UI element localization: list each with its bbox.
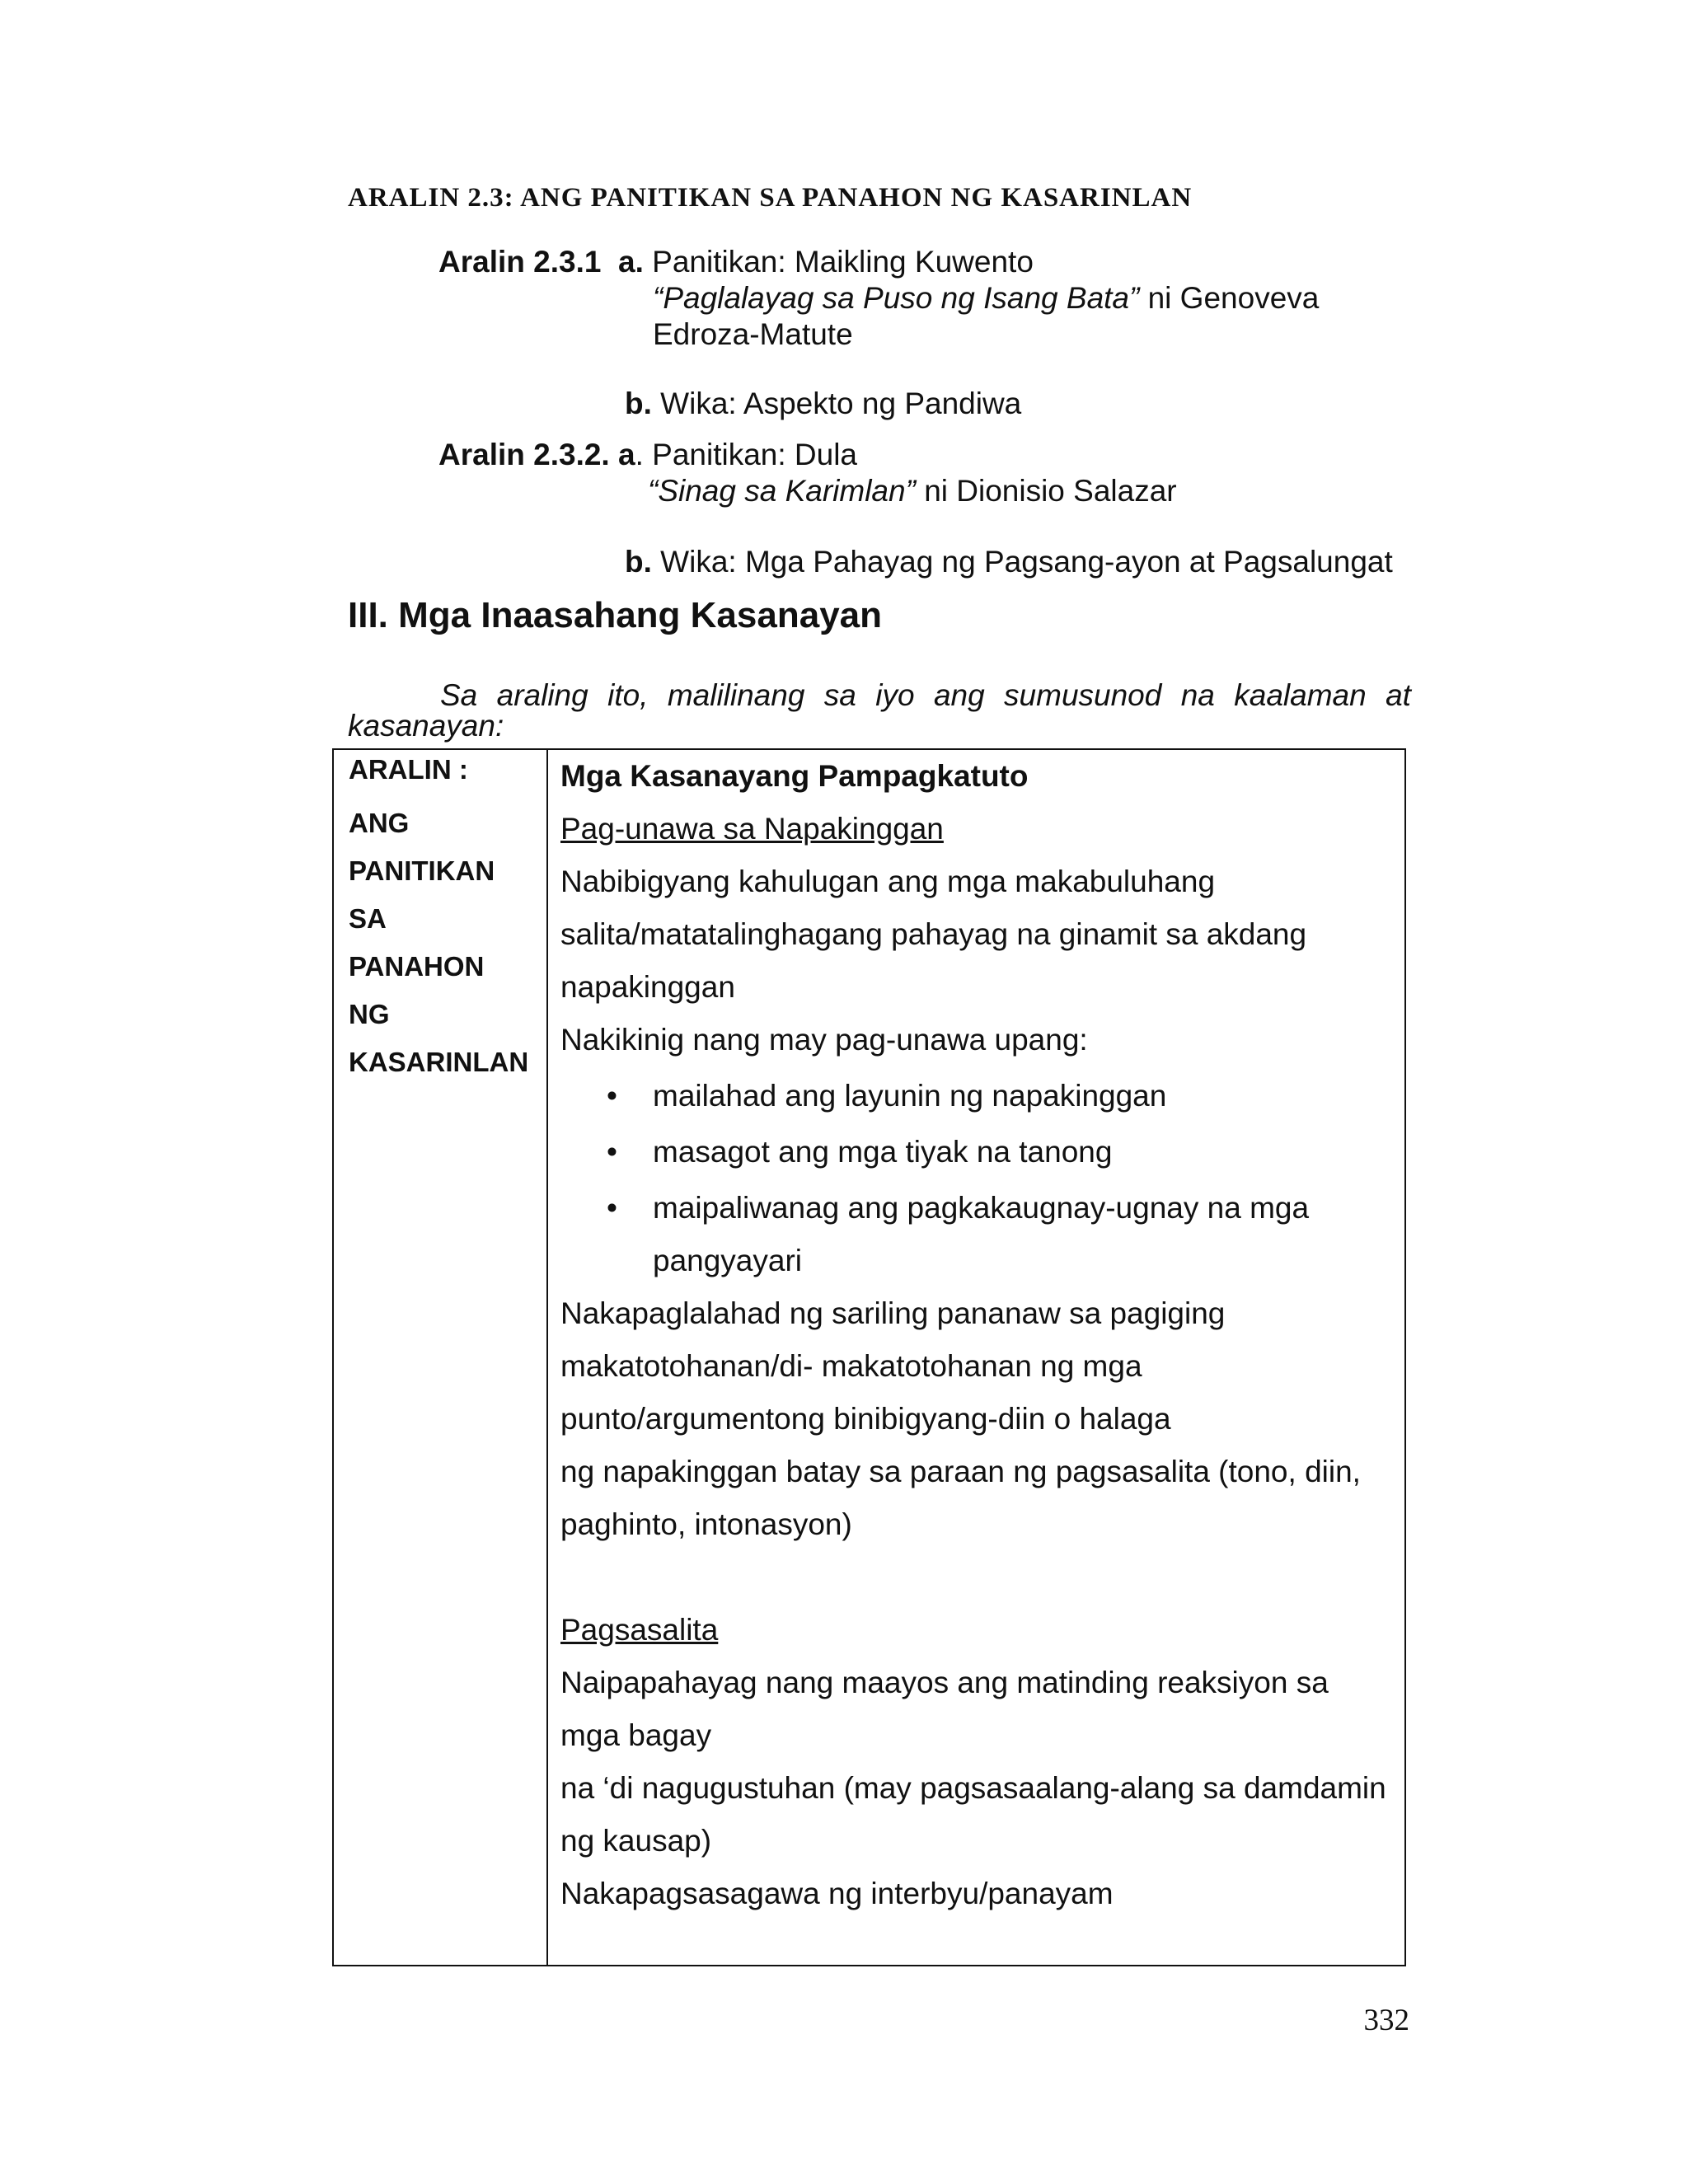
lesson-2-3-1-a-text: Panitikan: Maikling Kuwento [652, 245, 1034, 279]
intro-word: ang [933, 678, 985, 712]
lesson-2-3-1-a-line [438, 244, 1034, 280]
competency-line: Nakikinig nang may pag-unawa upang: [560, 1023, 1088, 1057]
intro-word: at [1386, 678, 1411, 712]
bullet-item-cont: pangyayari [653, 1244, 803, 1277]
lesson-column-line: SA [349, 903, 387, 934]
intro-word: ito, [607, 678, 649, 712]
lesson-column-line: ANG [349, 808, 410, 838]
lesson-heading: ARALIN 2.3: ANG PANITIKAN SA PANAHON NG KASARINLAN [348, 183, 1193, 213]
intro-word: malilinang [667, 678, 805, 712]
story-title: “Paglalayag sa Puso ng Isang Bata” [653, 281, 1140, 315]
competency-line: ng napakinggan batay sa paraan ng pagsasalita (tono, diin, [560, 1455, 1361, 1488]
story-author-cont: Edroza-Matute [653, 317, 853, 351]
competency-line: Nakapagsasagawa ng interbyu/panayam [560, 1877, 1114, 1910]
intro-word: sumusunod [1004, 678, 1162, 712]
item-b-marker: b. [625, 387, 652, 420]
lesson-2-3-2-label: Aralin 2.3.2. a [438, 438, 635, 471]
competency-line: na ‘di nagugustuhan (may pagsasaalang-alang sa damdamin [560, 1771, 1386, 1805]
bullet-item: • masagot ang mga tiyak na tanong [560, 1126, 1386, 1179]
intro-word: iyo [875, 678, 915, 712]
intro-word: na [1180, 678, 1215, 712]
intro-word: sa [823, 678, 856, 712]
lesson-column-line: KASARINLAN [349, 1047, 529, 1077]
competency-line: Nakapaglalahad ng sariling pananaw sa pagiging [560, 1296, 1226, 1330]
intro-word: kaalaman [1234, 678, 1367, 712]
bullet-item: • maipaliwanag ang pagkakaugnay-ugnay na mga [560, 1182, 1386, 1235]
competencies-column [560, 750, 1386, 1920]
lesson-column-line: NG [349, 999, 390, 1029]
subheading-listening: Pag-unawa sa Napakinggan [560, 812, 944, 846]
lesson-2-3-1-a-title-line [653, 280, 1319, 316]
competency-line: napakinggan [560, 970, 735, 1004]
lesson-2-3-2-b-line [625, 544, 1393, 580]
lesson-2-3-1-b-line [625, 386, 1021, 422]
competency-line: Naipapahayag nang maayos ang matinding reaksiyon sa [560, 1666, 1329, 1699]
lesson-column-line: ARALIN : [349, 754, 468, 785]
lesson-2-3-2-a-line [438, 437, 857, 473]
play-title: “Sinag sa Karimlan” [648, 474, 916, 508]
item-b-marker: b. [625, 545, 652, 579]
lesson-2-3-2-a-text: . Panitikan: Dula [635, 438, 858, 471]
intro-word: araling [496, 678, 588, 712]
story-author: ni Genoveva [1147, 281, 1320, 315]
intro-word: Sa [440, 678, 478, 712]
intro-line-2: kasanayan: [348, 709, 504, 743]
subheading-speaking: Pagsasalita [560, 1613, 719, 1647]
competency-line: Nabibigyang kahulugan ang mga makabuluhang [560, 865, 1216, 898]
intro-paragraph [348, 677, 1411, 743]
competency-line: punto/argumentong binibigyang-diin o halaga [560, 1402, 1171, 1436]
competency-line: makatotohanan/di- makatotohanan ng mga [560, 1349, 1142, 1383]
play-author: ni Dionisio Salazar [924, 474, 1177, 508]
item-a-marker: a. [618, 245, 644, 279]
competency-line: mga bagay [560, 1718, 712, 1752]
section-title: III. Mga Inaasahang Kasanayan [348, 595, 883, 635]
lesson-2-3-2-b-text: Wika: Mga Pahayag ng Pagsang-ayon at Pagsalungat [660, 545, 1393, 579]
lesson-2-3-2-a-title-line [648, 473, 1177, 509]
lesson-2-3-1-b-text: Wika: Aspekto ng Pandiwa [660, 387, 1022, 420]
competencies-table [332, 748, 1406, 1966]
competency-line: ng kausap) [560, 1824, 712, 1858]
lesson-2-3-1-label: Aralin 2.3.1 [438, 245, 602, 279]
lesson-column-line: PANITIKAN [349, 855, 495, 886]
competencies-header: Mga Kasanayang Pampagkatuto [560, 759, 1029, 793]
bullet-item: • mailahad ang layunin ng napakinggan [560, 1070, 1386, 1122]
lesson-column-line: PANAHON [349, 951, 485, 982]
page-number: 332 [1363, 2004, 1409, 2037]
spacer [560, 1551, 1386, 1604]
intro-line-1 [348, 677, 1411, 714]
competency-line: salita/matatalinghagang pahayag na ginamit sa akdang [560, 917, 1307, 951]
column-divider [546, 750, 548, 1965]
competency-line: paghinto, intonasyon) [560, 1507, 852, 1541]
lesson-column [349, 752, 528, 1086]
